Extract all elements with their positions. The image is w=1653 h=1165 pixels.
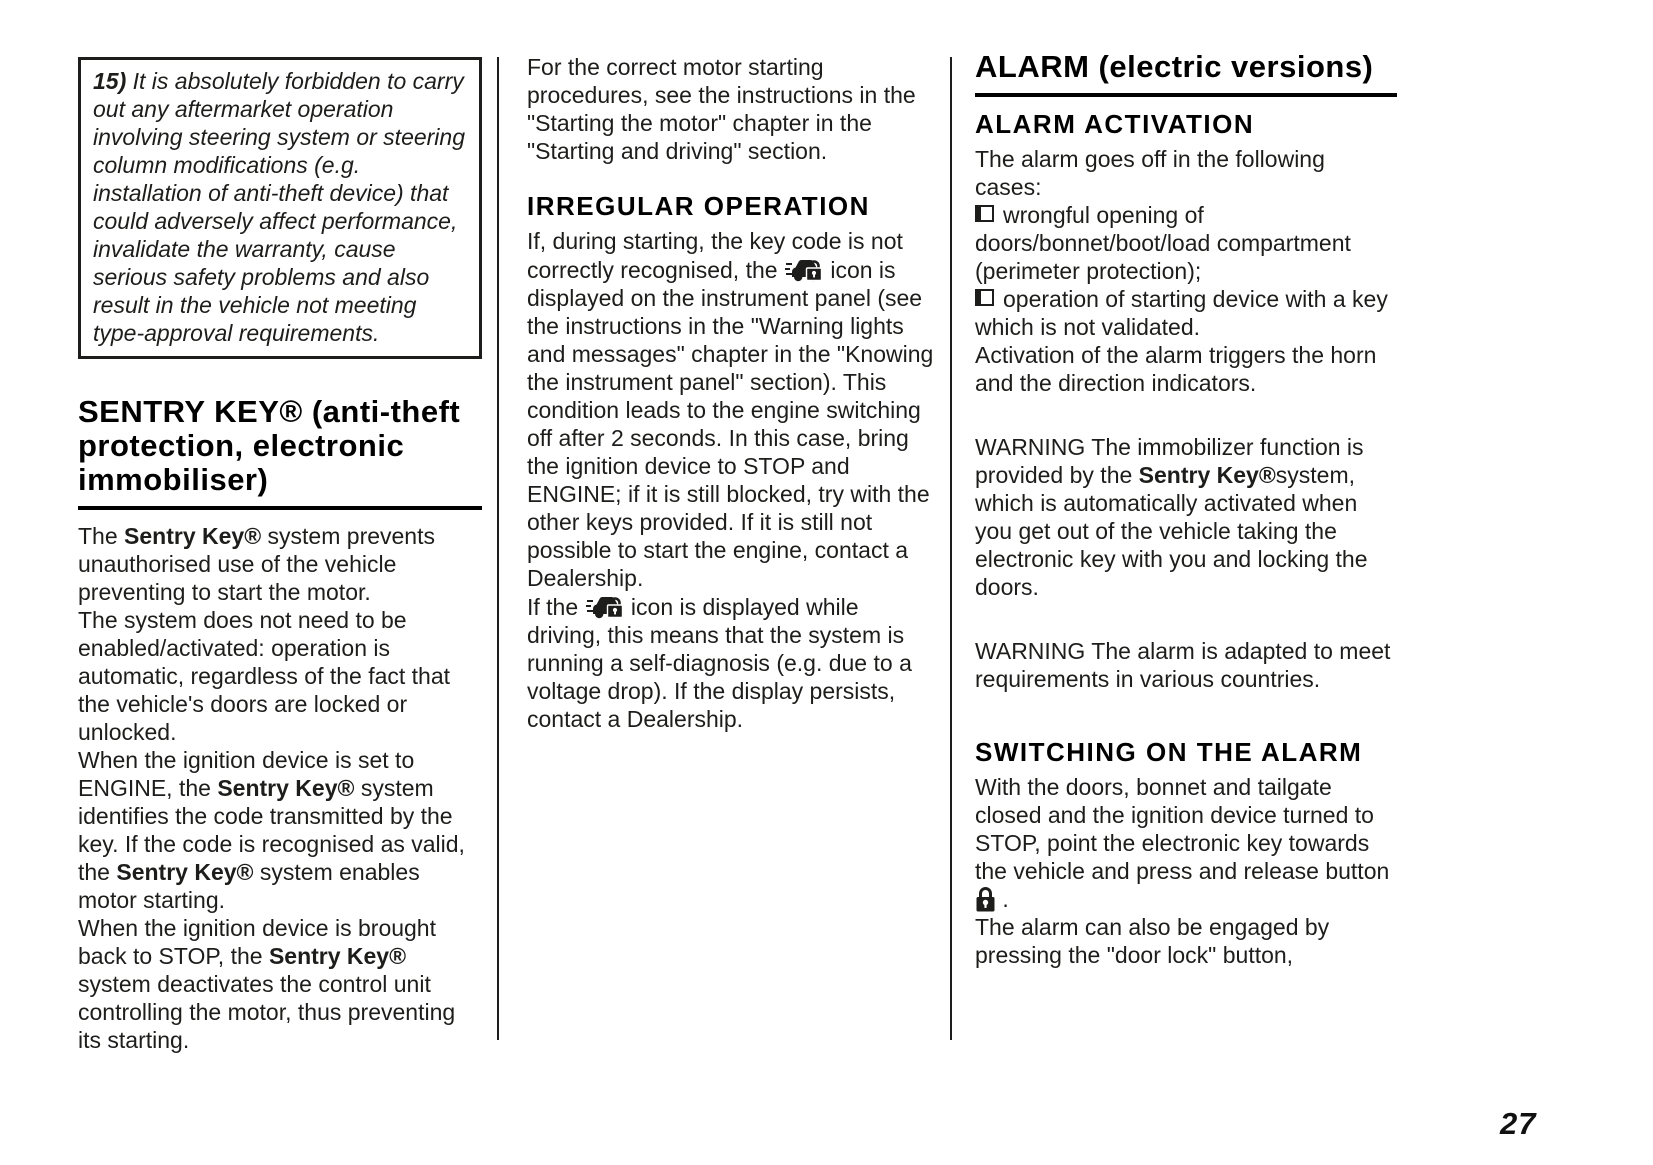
subsection-title-switching-on-alarm: SWITCHING ON THE ALARM (975, 737, 1363, 767)
note-box (78, 57, 482, 359)
section-title-sentry-key: SENTRY KEY® (anti-theft protection, electronic immobiliser) (78, 394, 461, 497)
paragraph: When the ignition device is set to ENGINE, the Sentry Key® system identifies the code transmitted by the key. If the code is recognised as valid, the Sentry Key® system enables motor starting. (78, 747, 465, 913)
car-lock-icon (784, 255, 824, 284)
column-divider (497, 57, 499, 1040)
column-divider (950, 57, 952, 1040)
padlock-icon (975, 885, 996, 913)
title-underline (78, 506, 482, 510)
note-text: 15) It is absolutely forbidden to carry out any aftermarket operation involving steering system or steering column modifications (e.g. installation of anti-theft device) that could adversely affect performance, invalidate the warranty, cause serious safety problems and also result in the vehicle not meeting type-approval requirements. (93, 68, 465, 346)
subsection-title-alarm-activation: ALARM ACTIVATION (975, 109, 1255, 139)
paragraph: If the icon is displayed while driving, this means that the system is running a self-diagnosis (e.g. due to a voltage drop). If the display persists, contact a Dealership. (527, 594, 912, 732)
paragraph: With the doors, bonnet and tailgate closed and the ignition device turned to STOP, point the electronic key towards the vehicle and press and release button . (975, 774, 1390, 912)
list-item (975, 201, 1397, 285)
page-number: 27 (1500, 1106, 1537, 1141)
paragraph: For the correct motor starting procedures, see the instructions in the "Starting the motor" chapter in the "Starting and driving" section. (527, 54, 916, 164)
paragraph: When the ignition device is brought back to STOP, the Sentry Key® system deactivates the control unit controlling the motor, thus preventing its starting. (78, 915, 456, 1053)
paragraph: Activation of the alarm triggers the horn and the direction indicators. (975, 342, 1377, 396)
column-right (975, 50, 1397, 969)
paragraph: The alarm goes off in the following cases: (975, 146, 1325, 200)
subsection-title-irregular-operation: IRREGULAR OPERATION (527, 191, 870, 221)
title-underline (975, 93, 1397, 97)
list-item-text: operation of starting device with a key which is not validated. (975, 286, 1388, 340)
paragraph: The alarm can also be engaged by pressing the "door lock" button, (975, 914, 1330, 968)
paragraph: The Sentry Key® system prevents unauthorised use of the vehicle preventing to start the motor. (78, 523, 435, 605)
warning-paragraph: WARNING The immobilizer function is provided by the Sentry Key®system, which is automatically activated when you get out of the vehicle taking the electronic key with you and locking the doors. (975, 434, 1368, 600)
square-bullet-icon (975, 289, 994, 306)
list-item (975, 285, 1397, 341)
warning-paragraph: WARNING The alarm is adapted to meet requirements in various countries. (975, 638, 1391, 692)
list-item-text: wrongful opening of doors/bonnet/boot/load compartment (perimeter protection); (975, 202, 1351, 284)
car-lock-icon (585, 592, 625, 621)
column-middle (527, 53, 939, 733)
square-bullet-icon (975, 205, 994, 222)
section-title-alarm: ALARM (electric versions) (975, 49, 1374, 84)
paragraph: If, during starting, the key code is not correctly recognised, the icon is displayed on the instrument panel (see the instructions in the "Warning lights and messages" chapter in the "Knowing the instrument panel" section). This condition leads to the engine switching off after 2 seconds. In this case, bring the ignition device to STOP and ENGINE; if it is still blocked, try with the other keys provided. If it is still not possible to start the engine, contact a Dealership. (527, 228, 934, 591)
column-left (78, 57, 482, 1054)
paragraph: The system does not need to be enabled/activated: operation is automatic, regardless of the fact that the vehicle's doors are locked or unlocked. (78, 607, 451, 745)
